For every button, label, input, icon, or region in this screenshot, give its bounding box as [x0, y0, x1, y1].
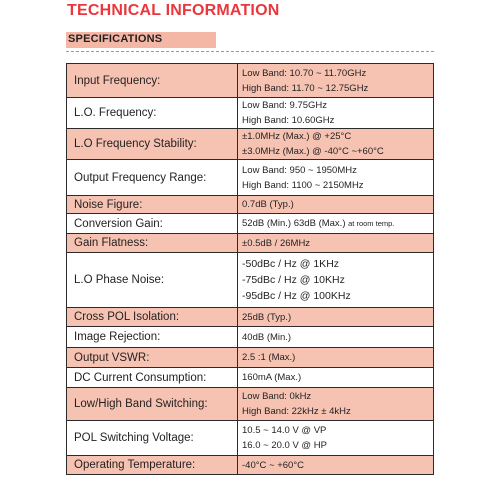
spec-name: POL Switching Voltage: [67, 421, 238, 456]
spec-row-pol-switching-voltage [67, 421, 434, 456]
spec-value-line: 16.0 ~ 20.0 V @ HP [242, 440, 327, 451]
spec-value-line: -50dBc / Hz @ 1KHz [242, 258, 340, 270]
spec-value-line: Low Band: 0kHz [242, 391, 312, 402]
spec-value-line: Low Band: 9.75GHz [242, 100, 328, 111]
spec-value-line: -40°C ~ +60°C [242, 459, 304, 471]
spec-value [238, 234, 434, 253]
spec-row-image-rejection [67, 327, 434, 348]
spec-name: L.O Frequency Stability: [67, 129, 238, 160]
spec-value-line: 2.5 :1 (Max.) [242, 352, 296, 363]
spec-row-output-frequency-range [67, 160, 434, 196]
spec-name: DC Current Consumption: [67, 368, 238, 388]
spec-value-line: High Band: 22kHz ± 4kHz [242, 406, 351, 417]
spec-row-lo-phase-noise [67, 253, 434, 308]
spec-name: Cross POL Isolation: [67, 308, 238, 327]
page-title: TECHNICAL INFORMATION [67, 2, 280, 19]
spec-value-line: 25dB (Typ.) [242, 311, 292, 323]
spec-value-note: at room temp. [348, 219, 395, 228]
spec-name: Gain Flatness: [67, 234, 238, 253]
spec-row-cross-pol-isolation [67, 308, 434, 327]
spec-row-output-vswr [67, 348, 434, 368]
spec-value [238, 129, 434, 160]
spec-row-dc-current-consumption [67, 368, 434, 388]
spec-value-line: ±1.0MHz (Max.) @ +25°C [242, 131, 352, 142]
spec-name: Conversion Gain: [67, 214, 238, 234]
spec-name: Input Frequency: [67, 64, 238, 98]
spec-value-line: 40dB (Min.) [242, 331, 292, 343]
spec-value [238, 160, 434, 196]
spec-value [238, 368, 434, 388]
spec-row-lo-frequency-stability [67, 129, 434, 160]
spec-value [238, 196, 434, 214]
spec-value-line: 0.7dB (Typ.) [242, 199, 294, 210]
section-divider [66, 51, 434, 52]
spec-name: Operating Temperature: [67, 456, 238, 475]
spec-value [238, 421, 434, 456]
spec-value [238, 348, 434, 368]
spec-value-line: High Band: 1100 ~ 2150MHz [242, 179, 364, 191]
spec-name: Low/High Band Switching: [67, 388, 238, 421]
spec-value-line: ±3.0MHz (Max.) @ -40°C ~+60°C [242, 146, 384, 157]
section-title: SPECIFICATIONS [68, 33, 163, 45]
spec-name: Image Rejection: [67, 327, 238, 348]
spec-row-gain-flatness [67, 234, 434, 253]
spec-row-lo-frequency [67, 98, 434, 129]
spec-value-line: High Band: 11.70 ~ 12.75GHz [242, 82, 369, 94]
spec-name: Noise Figure: [67, 196, 238, 214]
spec-name: Output VSWR: [67, 348, 238, 368]
spec-row-input-frequency [67, 64, 434, 98]
spec-value [238, 98, 434, 129]
spec-row-conversion-gain [67, 214, 434, 234]
spec-value [238, 308, 434, 327]
spec-row-low-high-band-switching [67, 388, 434, 421]
spec-value [238, 253, 434, 308]
spec-value [238, 327, 434, 348]
spec-row-noise-figure [67, 196, 434, 214]
spec-value-line: 160mA (Max.) [242, 372, 302, 383]
spec-value [238, 388, 434, 421]
spec-value-text: 52dB (Min.) 63dB (Max.) [242, 218, 346, 229]
spec-value-line [242, 216, 433, 231]
spec-value-line: ±0.5dB / 26MHz [242, 237, 311, 249]
spec-name: L.O Phase Noise: [67, 253, 238, 308]
spec-value [238, 214, 434, 234]
spec-value-line: Low Band: 950 ~ 1950MHz [242, 164, 357, 176]
spec-value-line: -75dBc / Hz @ 10KHz [242, 274, 345, 286]
spec-value-line: -95dBc / Hz @ 100KHz [242, 290, 351, 302]
spec-row-operating-temperature [67, 456, 434, 475]
spec-value-line: Low Band: 10.70 ~ 11.70GHz [242, 67, 367, 79]
spec-name: L.O. Frequency: [67, 98, 238, 129]
specifications-table [66, 63, 434, 475]
spec-value [238, 64, 434, 98]
spec-value-line: High Band: 10.60GHz [242, 115, 335, 126]
spec-value [238, 456, 434, 475]
spec-name: Output Frequency Range: [67, 160, 238, 196]
spec-value-line: 10.5 ~ 14.0 V @ VP [242, 425, 327, 436]
